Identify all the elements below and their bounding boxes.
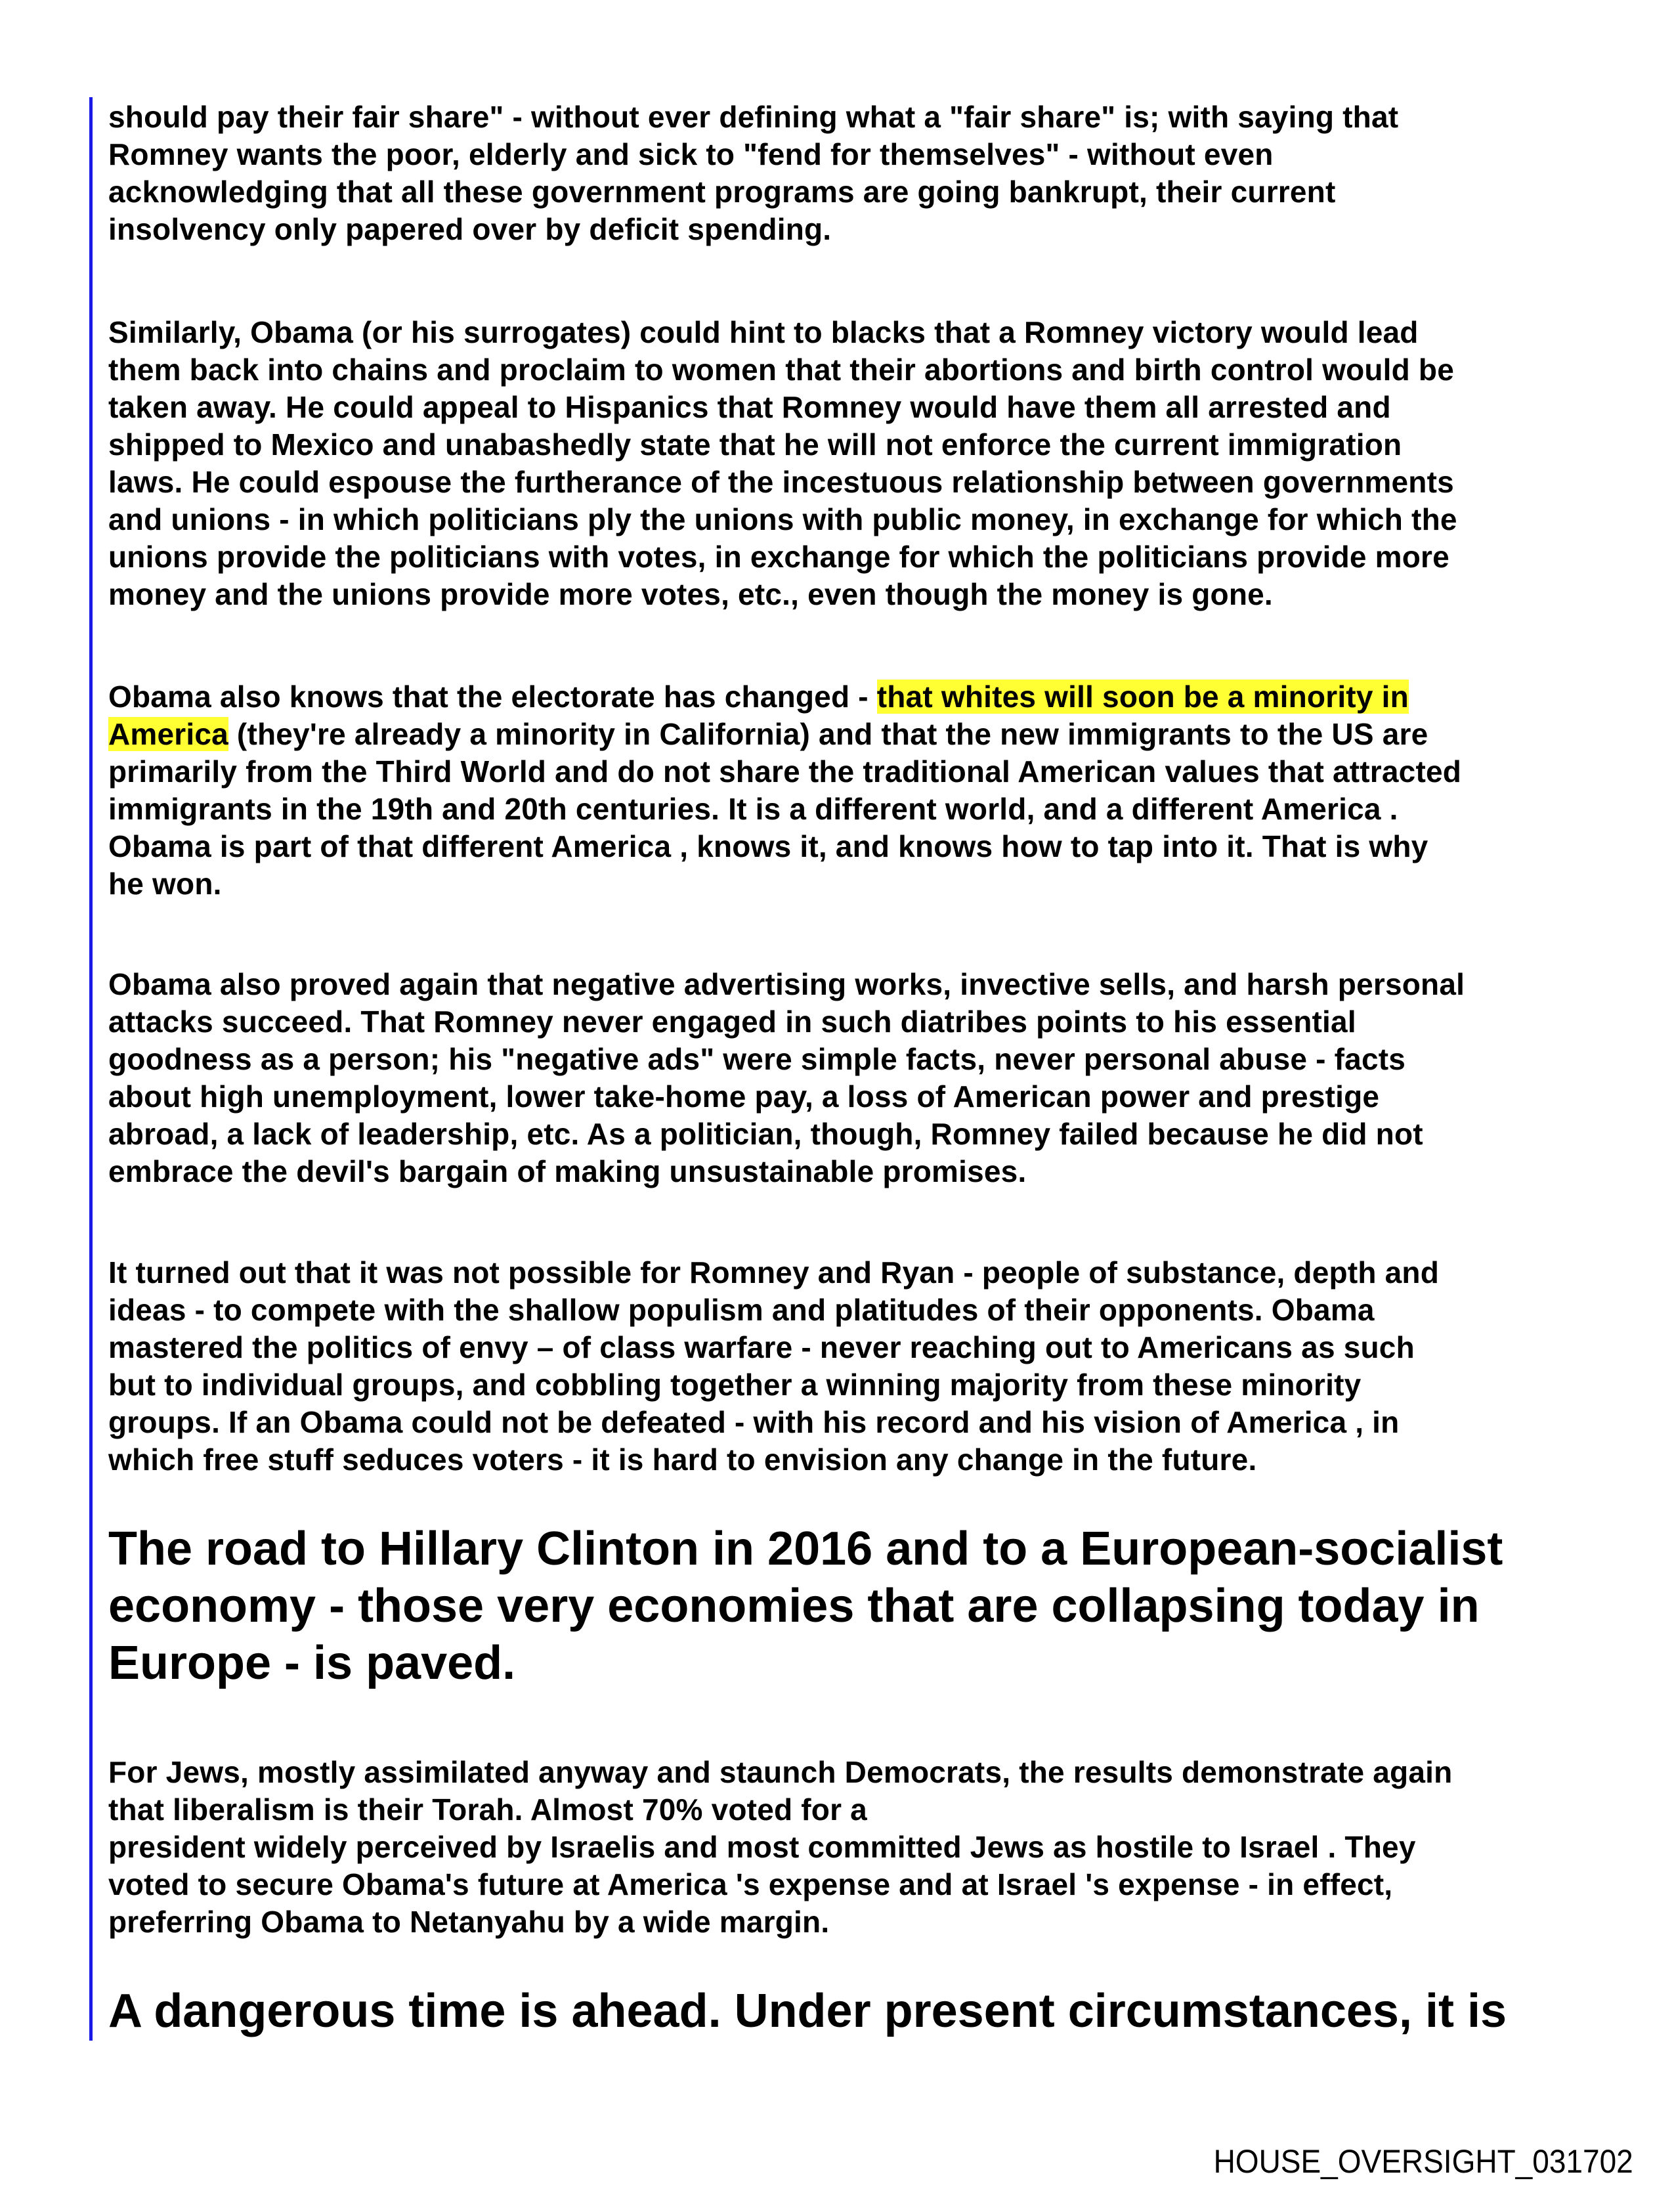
text-line: voted to secure Obama's future at America 's expense and at Israel 's expense - in effect, xyxy=(108,1867,1393,1901)
text-line: economy - those very economies that are collapsing today in xyxy=(108,1580,1480,1632)
paragraph xyxy=(108,678,1461,903)
text-line: laws. He could espouse the furtherance of the incestuous relationship between governments xyxy=(108,465,1454,499)
text-line: and unions - in which politicians ply the unions with public money, in exchange for which the xyxy=(108,502,1457,536)
margin-change-bar xyxy=(89,97,93,2041)
text-line: money and the unions provide more votes, etc., even though the money is gone. xyxy=(108,577,1273,611)
text-line: which free stuff seduces voters - it is hard to envision any change in the future. xyxy=(108,1442,1257,1477)
text-line: A dangerous time is ahead. Under present circumstances, it is xyxy=(108,1985,1507,2037)
highlighted-text: that whites will soon be a minority in xyxy=(876,680,1409,714)
text-line: Romney wants the poor, elderly and sick to "fend for themselves" - without even xyxy=(108,137,1274,171)
paragraph xyxy=(108,1254,1439,1479)
text-line: he won. xyxy=(108,867,222,901)
paragraph xyxy=(108,98,1398,248)
heading xyxy=(108,1521,1503,1692)
text-line: attacks succeed. That Romney never engaged in such diatribes points to his essential xyxy=(108,1005,1356,1039)
text-line: acknowledging that all these government programs are going bankrupt, their current xyxy=(108,175,1336,209)
text-line: preferring Obama to Netanyahu by a wide margin. xyxy=(108,1905,830,1939)
text-line xyxy=(108,716,1461,753)
text-segment: Obama also knows that the electorate has changed - xyxy=(108,680,877,714)
text-line: immigrants in the 19th and 20th centuries. It is a different world, and a different America . xyxy=(108,792,1398,826)
text-line: should pay their fair share" - without ever defining what a "fair share" is; with saying that xyxy=(108,100,1399,134)
text-line: Similarly, Obama (or his surrogates) could hint to blacks that a Romney victory would lead xyxy=(108,315,1419,349)
text-line xyxy=(108,678,1461,716)
text-line: but to individual groups, and cobbling together a winning majority from these minority xyxy=(108,1368,1362,1402)
text-line: primarily from the Third World and do not share the traditional American values that attracted xyxy=(108,754,1462,789)
text-line: that liberalism is their Torah. Almost 70% voted for a xyxy=(108,1792,867,1827)
text-line: them back into chains and proclaim to women that their abortions and birth control would be xyxy=(108,353,1455,387)
text-line: The road to Hillary Clinton in 2016 and to a European-socialist xyxy=(108,1523,1503,1575)
text-line: unions provide the politicians with votes, in exchange for which the politicians provide more xyxy=(108,540,1449,574)
highlighted-text: America xyxy=(108,717,228,751)
text-line: For Jews, mostly assimilated anyway and staunch Democrats, the results demonstrate again xyxy=(108,1755,1453,1789)
paragraph xyxy=(108,1754,1452,1941)
text-line: insolvency only papered over by deficit spending. xyxy=(108,212,832,246)
text-line: goodness as a person; his "negative ads" were simple facts, never personal abuse - facts xyxy=(108,1042,1406,1076)
text-line: president widely perceived by Israelis and most committed Jews as hostile to Israel . They xyxy=(108,1830,1416,1864)
text-segment: (they're already a minority in California) and that the new immigrants to the US are xyxy=(228,717,1428,751)
text-line: mastered the politics of envy – of class warfare - never reaching out to Americans as such xyxy=(108,1330,1415,1364)
paragraph xyxy=(108,314,1457,613)
text-line: Obama is part of that different America , knows it, and knows how to tap into it. That is why xyxy=(108,829,1428,863)
bates-number: HOUSE_OVERSIGHT_031702 xyxy=(1213,2143,1633,2180)
text-line: Obama also proved again that negative advertising works, invective sells, and harsh personal xyxy=(108,967,1465,1001)
text-line: about high unemployment, lower take-home pay, a loss of American power and prestige xyxy=(108,1079,1380,1114)
text-line: embrace the devil's bargain of making unsustainable promises. xyxy=(108,1154,1027,1188)
text-line: Europe - is paved. xyxy=(108,1637,516,1689)
paragraph xyxy=(108,966,1465,1190)
text-line: taken away. He could appeal to Hispanics that Romney would have them all arrested and xyxy=(108,390,1391,424)
text-line: ideas - to compete with the shallow populism and platitudes of their opponents. Obama xyxy=(108,1293,1375,1327)
text-line: groups. If an Obama could not be defeated - with his record and his vision of America , in xyxy=(108,1405,1400,1439)
text-line: shipped to Mexico and unabashedly state that he will not enforce the current immigration xyxy=(108,427,1402,462)
text-line: It turned out that it was not possible for Romney and Ryan - people of substance, depth and xyxy=(108,1255,1439,1290)
heading xyxy=(108,1983,1507,2040)
text-line: abroad, a lack of leadership, etc. As a politician, though, Romney failed because he did not xyxy=(108,1117,1423,1151)
